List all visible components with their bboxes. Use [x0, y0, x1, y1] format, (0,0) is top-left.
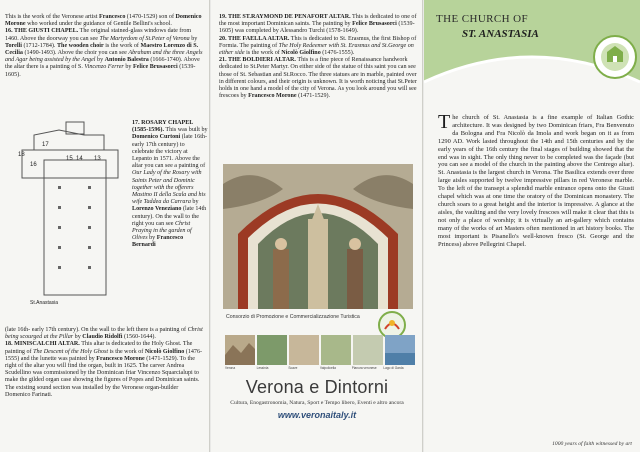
- s16-t17: (1539-1605).: [5, 64, 196, 78]
- section-19-heading: 19. THE ST.RAYMOND DE PENAFORT ALTAR.: [219, 14, 351, 20]
- plan-label-18: 18: [18, 152, 25, 158]
- website-link[interactable]: www.veronaitaly.it: [277, 410, 357, 420]
- section-16-heading: 16. THE GIUSTI CHAPEL.: [5, 28, 79, 35]
- s17-t8: Christ Praying in the garden of Olives: [132, 220, 192, 242]
- plan-label-14: 14: [76, 156, 83, 162]
- s18-t7: (1471-1529). To the right of the altar you will find the organ, built in 1625. The carver Andrea Scudellino was commissioned by the Dominican friar Vincenzo Squarcialupi to make the gilded organ case showing the figures of Popes and Dominican saints. The existing sound section was installed by the Veronese organ-builder Domenico Farinati.: [5, 355, 200, 398]
- s17-t4: Our Lady of the Rosary with Saints Peter and Dominic together with the offerers Mastino II della Scala and his wife Taddea da Carrara: [132, 170, 206, 206]
- s21-t3: (1471-1529).: [296, 93, 331, 100]
- s17-t13: by: [73, 334, 83, 341]
- s18-t3: is the work of: [108, 348, 145, 355]
- church-description: [438, 111, 634, 248]
- s18-t2: The Descent of the Holy Ghost: [33, 348, 109, 355]
- photo-label-valpolicella: Valpolicella: [320, 366, 336, 370]
- church-description-text: he church of St. Anastasia is a fine example of Italian Gothic architecture. It was designed by two Dominican friars, Fra Benvenuto da Bologna and Fra Nicolò da Imola and work began on it as from 1290 AD. Work lasted throughout the 14th and 15th centuries and by the early years of the 16th century the final stages of building showed that the end was in sight. The only thing never to be completed was the façade (but you can see a model of the church in the painting above the Centrego altar). St. Anastasia is the largest church in Verona. The Basilica extends over three large aisles supported by twelve impressive pillars in red Veronese marble. To the left of the transept a splendid marble entrance opens onto the Giusti chapel which was at one time the oratory of the Dominican monastery. The church soars to a great height and the interior is impressive. A glance at the aisles, the vaulting and the very lovely frescoes will make it clear that this is not only a place of worship; it is virtually an art-gallery which contains many of the works of art Masters often mentioned in art history books. The most important is Pisanello's well-known fresco (St. George and the Princess) above Pellegrini Chapel.: [438, 114, 634, 248]
- s16-t6: The wooden choir: [56, 42, 104, 49]
- region-photo-strip: [225, 335, 415, 365]
- s16-t1: The original stained-glass windows date from 1460. Above the doorway you can see: [5, 28, 192, 42]
- plan-label-16: 16: [30, 162, 37, 168]
- photo-label-pianura: Pianura veronese: [351, 366, 377, 370]
- photo-label-verona: Verona: [225, 366, 236, 370]
- artist-name: Francesco: [98, 14, 126, 20]
- s18-t1: This altar is dedicated to the Holy Ghost. The painting of: [5, 341, 193, 355]
- s16-t16: Felice Brusasorci: [132, 64, 178, 71]
- photo-label-garda: Lago di Garda: [383, 366, 404, 370]
- s17-t1: This was built by: [164, 127, 208, 134]
- s16-t2: The Martyrdom of St.Peter of Verona: [99, 35, 190, 42]
- s19-t3: (1539-1605) was completed by Alessandro Turchi (1578-1649).: [219, 21, 415, 35]
- middle-panel: [211, 0, 423, 452]
- church-floor-plan: [14, 120, 124, 300]
- consortium-text: Consorzio di Promozione e Commercializzazione Turistica: [226, 314, 360, 320]
- s16-t8: Maestro Lorenzo di S. Cecilia: [5, 42, 199, 57]
- brand-title: Verona e Dintorni: [245, 377, 389, 397]
- association-logo-icon: [592, 34, 638, 80]
- s20-t4: Nicolò Giolfino: [281, 50, 321, 57]
- section-21-heading: 21. THE BOLDIERI ALTAR.: [219, 57, 296, 64]
- s20-t3: is the work of: [244, 50, 282, 57]
- right-panel: [424, 0, 640, 452]
- plan-caption: St.Anastasia: [30, 300, 59, 306]
- photo-labels: [225, 366, 415, 374]
- intro-text-3: who worked under the guidance of Gentile Bellini's school.: [25, 21, 172, 28]
- s18-t5: (1476-1555) and the lunette was painted by: [5, 348, 203, 362]
- s18-t4: Nicolò Giolfino: [144, 348, 185, 355]
- photo-label-soave: Soave: [288, 366, 298, 370]
- s16-t10: Abraham and the three Angels and Agar being assisted by the Angel: [5, 50, 203, 64]
- footer-motto: 1000 years of faith witnessed by art: [552, 441, 632, 447]
- fresco-image: [223, 164, 413, 309]
- s17-t15: (1560-1644).: [122, 334, 156, 341]
- s17-t5: by: [190, 199, 199, 206]
- intro-text: This is the work of the Veronese artist: [5, 14, 99, 20]
- intro-text-2: (1470-1529) son of: [126, 14, 176, 20]
- s19-t2: Felice Brusasorci: [352, 21, 397, 28]
- s20-t5: (1476-1555).: [320, 50, 355, 57]
- rosary-chapel-text: [132, 120, 208, 250]
- s20-t2: The Holy Redeemer with St. Erasmus and St.George on either side: [219, 42, 414, 57]
- rosary-and-miniscalchi-text: [5, 327, 205, 399]
- s17-t14: Claudio Ridolfi: [82, 334, 123, 341]
- s16-t15: by: [123, 64, 133, 71]
- s17-t2: Domenico Curtoni: [132, 134, 181, 141]
- s16-t5: (1712-1784).: [21, 42, 57, 49]
- left-panel: [0, 0, 210, 452]
- s17-t7: (late 14th century). On the wall to the right you can see: [132, 206, 207, 227]
- s16-t7: is the work of: [103, 42, 141, 49]
- altars-text: [219, 14, 417, 100]
- plan-label-13: 13: [94, 156, 101, 162]
- s16-t4: Torelli: [5, 42, 22, 49]
- artist-name-2: Domenico Morone: [5, 14, 202, 28]
- s20-t1: This is dedicated to St. Erasmus, the first Bishop of Formia. The painting of: [219, 35, 417, 49]
- s19-t1: This is dedicated to one of the most important Dominican saints. The painting by: [219, 14, 417, 28]
- s16-t14: Vincenzo Ferrer: [84, 64, 124, 71]
- plan-label-17: 17: [42, 142, 49, 148]
- page-title-line2: ST. ANASTASIA: [462, 28, 539, 40]
- section-17-heading: 17. ROSARY CHAPEL (1585-1596).: [132, 120, 194, 134]
- s16-t12: Antonio Balestra: [104, 57, 149, 64]
- s21-t2: Francesco Morone: [248, 93, 297, 100]
- s16-t13: (1666-1740). Above the altar there is a painting of S.: [5, 57, 200, 71]
- drop-cap: T: [438, 111, 451, 133]
- s17-t3: (late 16th- early 17th century) to celebrate the victory at Lepanto in 1571. Above the altar you can see a painting of: [132, 134, 207, 170]
- plan-label-15: 15: [66, 156, 73, 162]
- s18-t6: Francesco Morone: [96, 355, 145, 362]
- s16-t11: by: [95, 57, 105, 64]
- s17-t11: (late 16th- early 17th century). On the wall to the left there is a painting of: [5, 327, 188, 333]
- page-title-line1: THE CHURCH OF: [436, 13, 528, 25]
- photo-label-lessinia: Lessinia: [256, 366, 269, 370]
- section-18-heading: 18. MINISCALCHI ALTAR.: [5, 341, 80, 348]
- brand-tagline: Cultura, Enogastronomia, Natura, Sport e Tempo libero, Eventi e altro ancora: [230, 400, 404, 406]
- s17-t12: Christ being scourged at the Pillar: [5, 327, 203, 341]
- s17-t6: Lorenzo Veneziano: [132, 206, 182, 213]
- s17-t10: Francesco Bernardi: [132, 235, 184, 249]
- s17-t9: by: [147, 235, 157, 242]
- s16-t3: by: [189, 35, 198, 42]
- intro-and-giusti-text: [5, 14, 205, 79]
- s16-t9: (1490-1493). Above the choir you can see: [22, 50, 129, 57]
- s21-t1: This is a fine piece of Renaissance handwork dedicated to St.Peter Martyr. On either side of the statue of this saint you can see those of St. Sebastian and St.Rocco. The three statues are in marble, painted over in different colours, and their origin is unknown. It is worth noticing that St.Peter holds in one hand a model of the city of Verona. As you look around you will see frescoes by: [219, 57, 417, 100]
- section-20-heading: 20. THE FAELLA ALTAR.: [219, 35, 290, 42]
